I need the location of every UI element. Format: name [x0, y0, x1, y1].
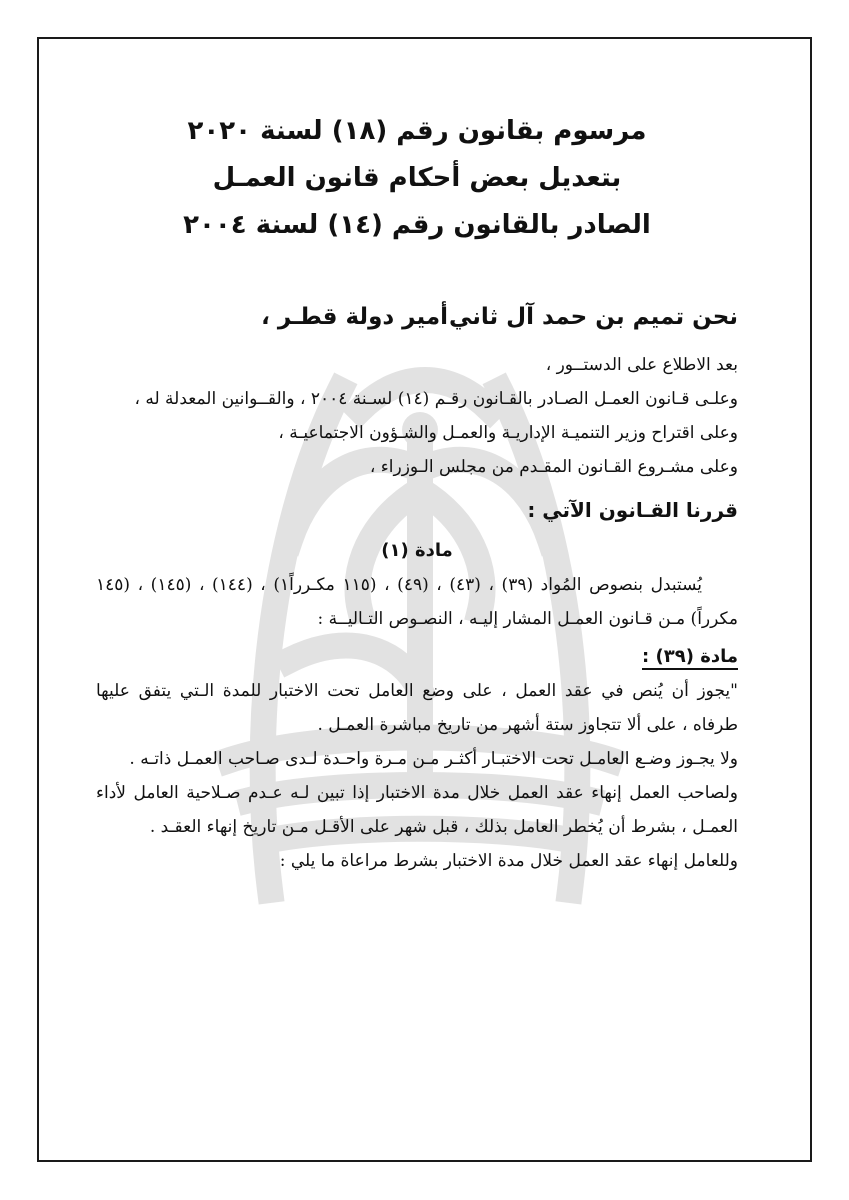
decree-heading: قررنا القـانون الآتي :	[527, 498, 738, 522]
emir-name: نحن تميم بن حمد آل ثاني	[448, 304, 738, 330]
emir-title: أمير دولة قطـر ،	[261, 304, 448, 330]
article-39-heading	[96, 640, 738, 674]
article-39-paragraph: وللعامل إنهاء عقد العمل خلال مدة الاختبار بشرط مراعاة ما يلي :	[279, 851, 738, 871]
article-1-heading: مادة (١)	[381, 540, 453, 561]
emir-line	[96, 304, 738, 348]
decree-title-block	[96, 108, 738, 249]
preamble-line: بعد الاطلاع على الدستــور ،	[545, 355, 738, 375]
decree-subtitle: بتعديل بعض أحكام قانون العمـل	[212, 163, 622, 193]
document-body	[96, 108, 738, 878]
article-39-heading-text: مادة (٣٩) :	[642, 646, 738, 670]
article-1-text: يُستبدل بنصوص المُواد (٣٩) ، (٤٣) ، (٤٩) ، (١١٥ مكـرراً١) ، (١٤٤) ، (١٤٥) ، (١٤٥ مكرراً) مـن قـانون العمـل المشار إليـه ، النصـوص التـاليــة :	[96, 575, 738, 629]
preamble-line: وعلى مشـروع القـانون المقـدم من مجلس الـوزراء ،	[369, 457, 738, 477]
article-39-paragraph: ولصاحب العمل إنهاء عقد العمل خلال مدة الاختبار إذا تبين لـه عـدم صـلاحية العامل لأداء العمـل ، بشرط أن يُخطر العامل بذلك ، قبل شهر على الأقـل مـن تاريخ إنهاء العقـد .	[96, 783, 738, 837]
decree-subtitle-2: الصادر بالقانون رقم (١٤) لسنة ٢٠٠٤	[183, 210, 651, 240]
article-39-paragraph: "يجوز أن يُنص في عقد العمل ، على وضع العامل تحت الاختبار للمدة الـتي يتفق عليها طرفاه ، على ألا تتجاوز ستة أشهر من تاريخ مباشرة العمـل .	[96, 681, 738, 735]
decree-title: مرسوم بقانون رقم (١٨) لسنة ٢٠٢٠	[187, 116, 647, 146]
article-39-paragraph: ولا يجـوز وضـع العامـل تحت الاختبـار أكثـر مـن مـرة واحـدة لـدى صـاحب العمـل ذاتـه .	[129, 749, 738, 769]
preamble-line: وعلى اقتراح وزير التنميـة الإداريـة والعمـل والشـؤون الاجتماعيـة ،	[278, 423, 738, 443]
preamble-line: وعلـى قـانون العمـل الصـادر بالقـانون رقـم (١٤) لسـنة ٢٠٠٤ ، والقــوانين المعدلة له ،	[134, 389, 738, 409]
